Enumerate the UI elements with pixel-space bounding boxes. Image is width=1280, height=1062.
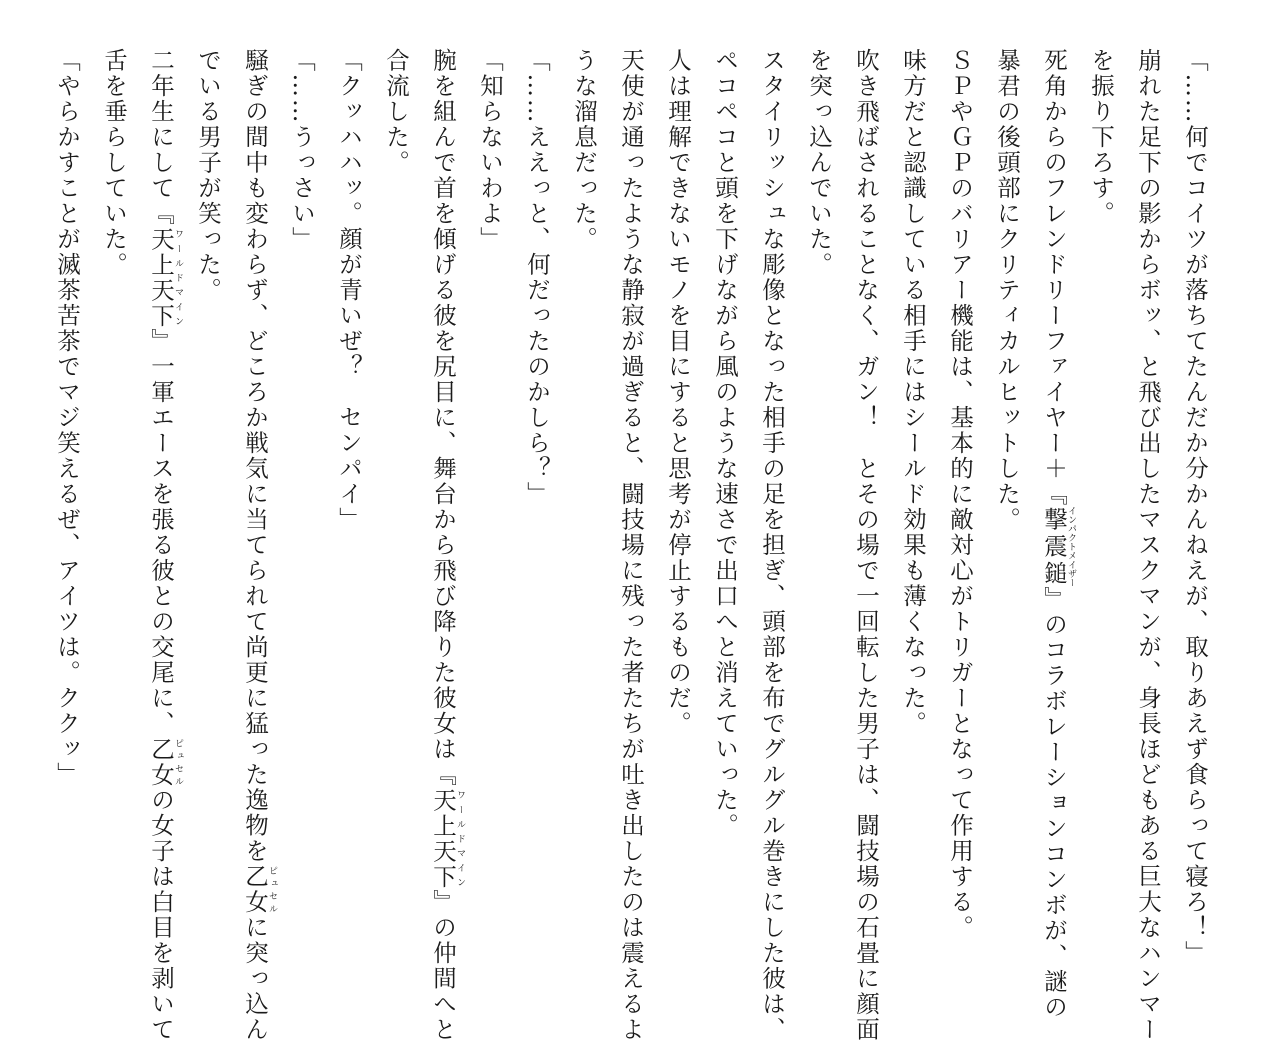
ruby-word: 乙女ピュセル bbox=[241, 864, 277, 915]
text-line: 「……ええっと、何だったのかしら？」 bbox=[523, 48, 551, 507]
text-line: 「……うっさい」 bbox=[288, 48, 316, 252]
vertical-text-body bbox=[43, 48, 1218, 1043]
text-line: 人は理解できないモノを目にすると思考が停止するものだ。 bbox=[664, 48, 692, 737]
text-line: スタイリッシュな彫像となった相手の足を担ぎ、頭部を布でグルグル巻きにした彼は、 bbox=[758, 48, 786, 1043]
text-line: を振り下ろす。 bbox=[1087, 48, 1115, 227]
text-line: 死角からのフレンドリーファイヤー＋『撃震鎚インパクトメイザー』のコラボレーションコンボが、謎の bbox=[1040, 48, 1076, 1020]
text-line: 合流した。 bbox=[382, 48, 410, 176]
text-line: 吹き飛ばされることなく、ガン！ とその場で一回転した男子は、闘技場の石畳に顔面 bbox=[852, 48, 880, 1043]
ruby-reading: インパクトメイザー bbox=[1066, 506, 1076, 588]
text-line: 腕を組んで首を傾げる彼を尻目に、舞台から飛び降りた彼女は『天上天下ワールドマイン』の仲間へと bbox=[429, 48, 465, 1043]
ruby-reading: ピュセル bbox=[173, 736, 183, 788]
text-line: 「クッハハッ。顔が青いぜ？ センパイ」 bbox=[335, 48, 363, 533]
ruby-word: 天上天下ワールドマイン bbox=[147, 226, 183, 329]
ruby-word: 乙女ピュセル bbox=[147, 736, 183, 788]
text-line: 暴君の後頭部にクリティカルヒットした。 bbox=[993, 48, 1021, 533]
text-line: うな溜息だった。 bbox=[570, 48, 598, 252]
ruby-reading: ピュセル bbox=[267, 864, 277, 915]
ruby-word: 天上天下ワールドマイン bbox=[429, 787, 465, 890]
text-line: 舌を垂らしていた。 bbox=[100, 48, 128, 278]
text-line: 味方だと認識している相手にはシールド効果も薄くなった。 bbox=[899, 48, 927, 737]
text-line: 天使が通ったような静寂が過ぎると、闘技場に残った者たちが吐き出したのは震えるよ bbox=[617, 48, 645, 1043]
text-line: 騒ぎの間中も変わらず、どころか戦気に当てられて尚更に猛った逸物を乙女ピュセルに突っ込ん bbox=[241, 48, 277, 1043]
text-line: を突っ込んでいた。 bbox=[805, 48, 833, 278]
ruby-reading: ワールドマイン bbox=[455, 787, 465, 890]
text-line: 「知らないわよ」 bbox=[476, 48, 504, 252]
text-line: ＳＰやＧＰのバリアー機能は、基本的に敵対心がトリガーとなって作用する。 bbox=[946, 48, 974, 941]
text-line: 「……何でコイツが落ちてたんだか分かんねえが、取りあえず食らって寝ろ！」 bbox=[1181, 48, 1209, 966]
text-line: 「やらかすことが滅茶苦茶でマジ笑えるぜ、アイツは。ククッ」 bbox=[53, 48, 81, 788]
text-line: でいる男子が笑った。 bbox=[194, 48, 222, 303]
text-line: 崩れた足下の影からボッ、と飛び出したマスクマンが、身長ほどもある巨大なハンマー bbox=[1134, 48, 1162, 1043]
ruby-reading: ワールドマイン bbox=[173, 226, 183, 329]
text-line: 二年生にして『天上天下ワールドマイン』一軍エースを張る彼との交尾に、乙女ピュセルの女子は白目を剥いて bbox=[147, 48, 183, 1043]
text-line: ペコペコと頭を下げながら風のような速さで出口へと消えていった。 bbox=[711, 48, 739, 839]
ruby-word: 撃震鎚インパクトメイザー bbox=[1040, 506, 1076, 588]
